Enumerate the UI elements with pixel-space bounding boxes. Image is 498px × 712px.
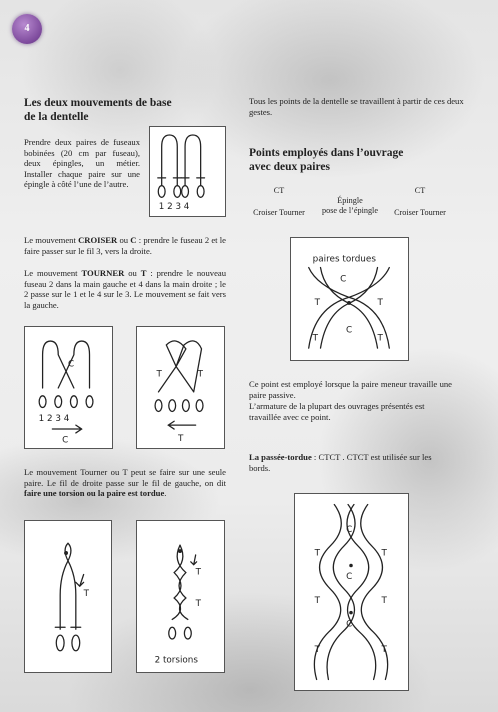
passee-text: : CTCT . CTCT est utilisée sur les bords.	[249, 452, 432, 473]
figure-c-label: C	[346, 325, 353, 336]
point-description: Ce point est employé lorsque la paire meneur travaille une paire passive.	[249, 379, 452, 400]
figure-t-label: T	[314, 644, 321, 655]
heading-line-1: Les deux mouvements de base	[24, 97, 172, 109]
croiser-letter: C	[130, 235, 137, 245]
figure-passee-tordue	[294, 493, 409, 691]
torsion-bold: faire une torsion ou la paire est tordue	[24, 488, 165, 499]
passee-bold: La passée-tordue	[249, 452, 312, 462]
figure-c-label: C	[346, 619, 353, 630]
passee-tordue-paragraph	[249, 452, 452, 473]
tourner-word: TOURNER	[81, 268, 125, 278]
figure-t-label: T	[156, 369, 162, 380]
croiser-pre: Le mouvement	[24, 235, 79, 245]
column-top-label: Épingle	[337, 196, 363, 205]
heading-line-1: Points employés dans l’ouvrage	[249, 147, 404, 159]
croiser-post: : prendre le fuseau 2 et le faire passer sur le fil 3, vers la droite.	[24, 235, 226, 256]
figure-t-label: T	[381, 548, 387, 559]
torsion-pre: Le mouvement Tourner ou T peut se faire sur une seule paire. Le fil de droite passe sur le fil de gauche, on dit	[24, 467, 226, 488]
figure-bobbins-pairs	[149, 126, 226, 217]
column-bottom-label: pose de l’épingle	[322, 206, 378, 215]
heading-line-2: avec deux paires	[249, 161, 330, 173]
figure-t-label: T	[197, 369, 203, 380]
croiser-paragraph	[24, 235, 226, 256]
column-top-label: CT	[273, 186, 285, 195]
heading-line-2: de la dentelle	[24, 111, 89, 123]
tourner-post: : prendre le nouveau fuseau 2 dans la main gauche et 4 dans la main droite ; le 2 passe sur le 1 et le 4 sur le 3. Le mouvement se fait vers la gauche.	[24, 268, 226, 310]
figure-c-label: C	[68, 359, 75, 370]
figure-t-label: T	[314, 297, 321, 308]
figure-c-label: C	[62, 435, 69, 446]
intro-paragraph: Prendre deux paires de fuseaux bobinées (20 cm par fuseau), deux épingles, un métier. Installer chaque paire sur une épingle à côté l’une de l’autre.	[24, 137, 140, 190]
figure-numbers: 1 2 3 4	[38, 414, 70, 425]
figure-c-label: C	[346, 572, 353, 583]
figure-t-label: T	[314, 595, 321, 606]
section-heading-mouvements	[24, 96, 244, 124]
figure-label: paires tordues	[312, 254, 376, 265]
figure-t-label: T	[83, 589, 90, 600]
column-ct-left	[249, 186, 309, 218]
column-epingle	[314, 186, 386, 216]
figure-two-twists	[136, 520, 225, 673]
column-bottom-label: Croiser Tourner	[394, 208, 446, 217]
column-bottom-label: Croiser Tourner	[253, 208, 305, 217]
right-intro-paragraph: Tous les points de la dentelle se travaillent à partir de ces deux gestes.	[249, 96, 464, 117]
page-number-badge: 4	[12, 14, 42, 44]
tourner-mid: ou	[124, 268, 141, 278]
column-ct-right	[389, 186, 451, 218]
figure-t-label: T	[195, 567, 202, 578]
figure-t-label: T	[312, 333, 319, 344]
figure-c-label: C	[340, 274, 347, 285]
figure-t-label: T	[377, 333, 383, 344]
section-heading-points	[249, 146, 471, 174]
tourner-pre: Le mouvement	[24, 268, 82, 278]
tourner-letter: T	[140, 268, 147, 278]
figure-t-label: T	[381, 595, 387, 606]
figure-t-label: T	[381, 644, 387, 655]
croiser-mid: ou	[117, 235, 131, 245]
column-top-label: CT	[414, 186, 426, 195]
figure-c-label: C	[346, 525, 353, 536]
figure-paires-tordues	[290, 237, 409, 361]
croiser-word: CROISER	[78, 235, 118, 245]
figure-t-label: T	[377, 297, 383, 308]
torsion-post: .	[164, 488, 167, 499]
figure-single-twist	[24, 520, 112, 673]
tourner-paragraph	[24, 268, 226, 310]
figure-t-label: T	[195, 598, 202, 609]
figure-croiser	[24, 326, 113, 449]
figure-tourner	[136, 326, 225, 449]
figure-numbers: 1 2 3 4	[158, 202, 190, 212]
figure-t-label: T	[314, 548, 321, 559]
torsion-paragraph	[24, 467, 226, 499]
armature-paragraph: L’armature de la plupart des ouvrages présentés est travaillée avec ce point.	[249, 401, 425, 422]
figure-torsions-label: 2 torsions	[154, 655, 198, 666]
figure-t-label: T	[178, 433, 184, 444]
